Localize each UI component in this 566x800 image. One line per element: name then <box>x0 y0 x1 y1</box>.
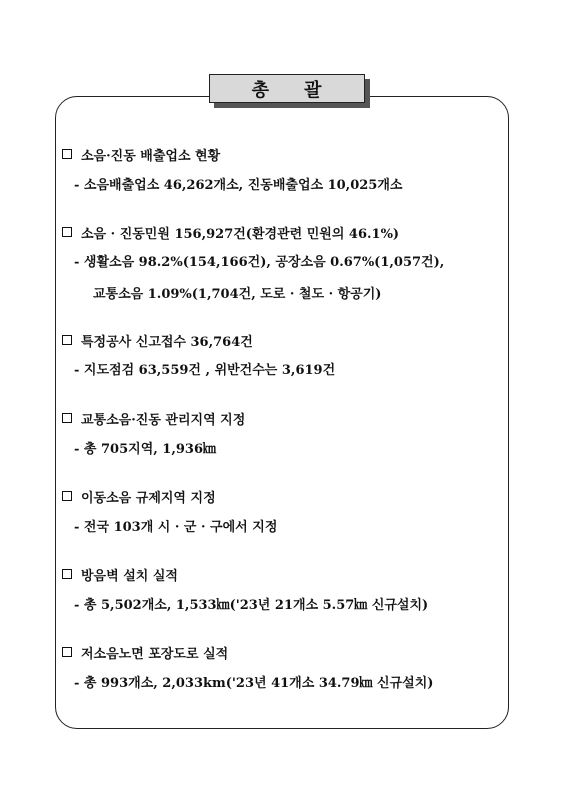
page-title-part1: 총 <box>251 79 270 101</box>
section-mobile-noise-areas <box>62 486 502 538</box>
section-detail: - 총 705지역, 1,936㎞ <box>74 442 217 457</box>
section-heading-text: 소음·진동 배출업소 현황 <box>81 148 221 164</box>
section-heading <box>62 222 502 242</box>
checkbox-icon <box>62 491 72 501</box>
section-heading <box>62 144 502 164</box>
checkbox-icon <box>62 569 72 579</box>
section-detail: - 생활소음 98.2%(154,166건), 공장소음 0.67%(1,057건), <box>74 255 445 270</box>
checkbox-icon <box>62 227 72 237</box>
section-construction-reports <box>62 330 502 381</box>
section-detail: - 총 5,502개소, 1,533㎞('23년 21개소 5.57㎞ 신규설치) <box>74 598 429 613</box>
section-detail: - 소음배출업소 46,262개소, 진동배출업소 10,025개소 <box>74 178 403 193</box>
section-heading <box>62 408 502 428</box>
page-title-part2: 괄 <box>304 79 323 101</box>
section-heading-text: 이동소음 규제지역 지정 <box>81 490 216 506</box>
section-detail-continued: 교통소음 1.09%(1,704건, 도로 · 철도 · 항공기) <box>93 287 382 302</box>
section-heading-text: 저소음노면 포장도로 실적 <box>81 646 229 662</box>
section-heading <box>62 330 502 350</box>
section-heading <box>62 642 502 662</box>
section-soundproof-walls <box>62 564 502 616</box>
section-traffic-noise-areas <box>62 408 502 460</box>
section-heading <box>62 486 502 506</box>
page-title <box>209 74 365 103</box>
section-heading-text: 방음벽 설치 실적 <box>81 568 178 584</box>
section-low-noise-pavement <box>62 642 502 694</box>
section-heading-text: 소음 · 진동민원 156,927건(환경관련 민원의 46.1%) <box>81 226 400 242</box>
section-emission-facilities <box>62 144 502 196</box>
section-detail: - 총 993개소, 2,033km('23년 41개소 34.79㎞ 신규설치) <box>74 676 434 691</box>
section-complaints <box>62 222 502 305</box>
section-detail: - 지도점검 63,559건 , 위반건수는 3,619건 <box>74 363 336 378</box>
checkbox-icon <box>62 149 72 159</box>
checkbox-icon <box>62 335 72 345</box>
section-heading-text: 교통소음·진동 관리지역 지정 <box>81 412 246 428</box>
section-heading <box>62 564 502 584</box>
section-heading-text: 특정공사 신고접수 36,764건 <box>81 334 253 350</box>
checkbox-icon <box>62 647 72 657</box>
checkbox-icon <box>62 413 72 423</box>
section-detail: - 전국 103개 시 · 군 · 구에서 지정 <box>74 520 278 535</box>
